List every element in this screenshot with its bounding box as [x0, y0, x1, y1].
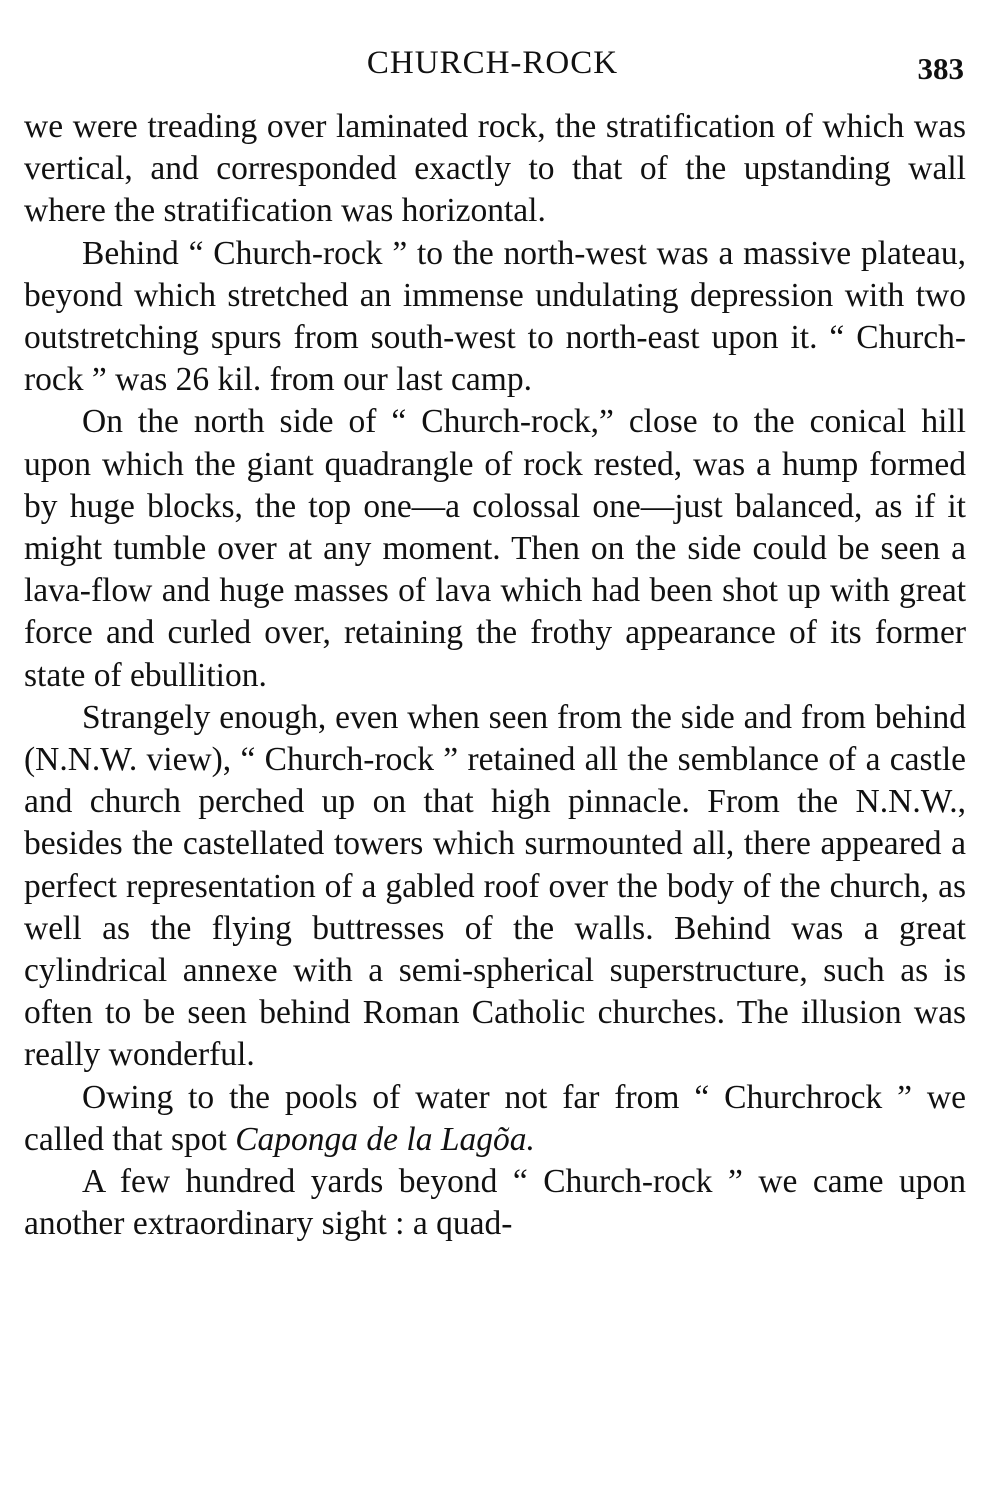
page-number: 383 — [917, 51, 964, 86]
paragraph-6: A few hundred yards beyond “ Church-rock ” we came upon another extraordinary sight : a quad- — [24, 1163, 966, 1243]
paragraph-1: we were treading over laminated rock, the stratification of which was vertical, and corresponded exactly to that of the upstanding wall where the stratification was horizontal. — [24, 108, 966, 230]
paragraph-4: Strangely enough, even when seen from the side and from behind (N.N.W. view), “ Church-rock ” retained all the semblance of a castle and church perched up on that high pinnacle. From the N.N.W., besides the castellated towers which surmounted all, there appeared a perfect representation of a gabled roof over the body of the church, as well as the flying buttresses of the walls. Behind was a great cylindrical annexe with a semi-spherical superstructure, such as is often to be seen behind Roman Catholic churches. The illusion was really wonderful. — [24, 698, 966, 1074]
paragraph-5-text: Owing to the pools of water not far from “ Churchrock ” we called that spot — [24, 1078, 966, 1158]
body-text — [24, 106, 966, 1245]
paragraph-5 — [24, 1077, 966, 1161]
place-name: Caponga de la Lagõa. — [235, 1120, 535, 1158]
running-head — [0, 38, 1000, 88]
paragraph-3: On the north side of “ Church-rock,” close to the conical hill upon which the giant quadrangle of rock rested, was a hump formed by huge blocks, the top one—a colossal one—just balanced, as if it might tumble over at any moment. Then on the side could be seen a lava-flow and huge masses of lava which had been shot up with great force and curled over, retaining the frothy appearance of its former state of ebullition. — [24, 403, 966, 694]
running-title: CHURCH-ROCK — [366, 45, 619, 81]
paragraph-2: Behind “ Church-rock ” to the north-west was a massive plateau, beyond which stretched an immense undulating depression with two outstretching spurs from south-west to north-east upon it. “ Church-rock ” was 26 kil. from our last camp. — [24, 234, 966, 399]
